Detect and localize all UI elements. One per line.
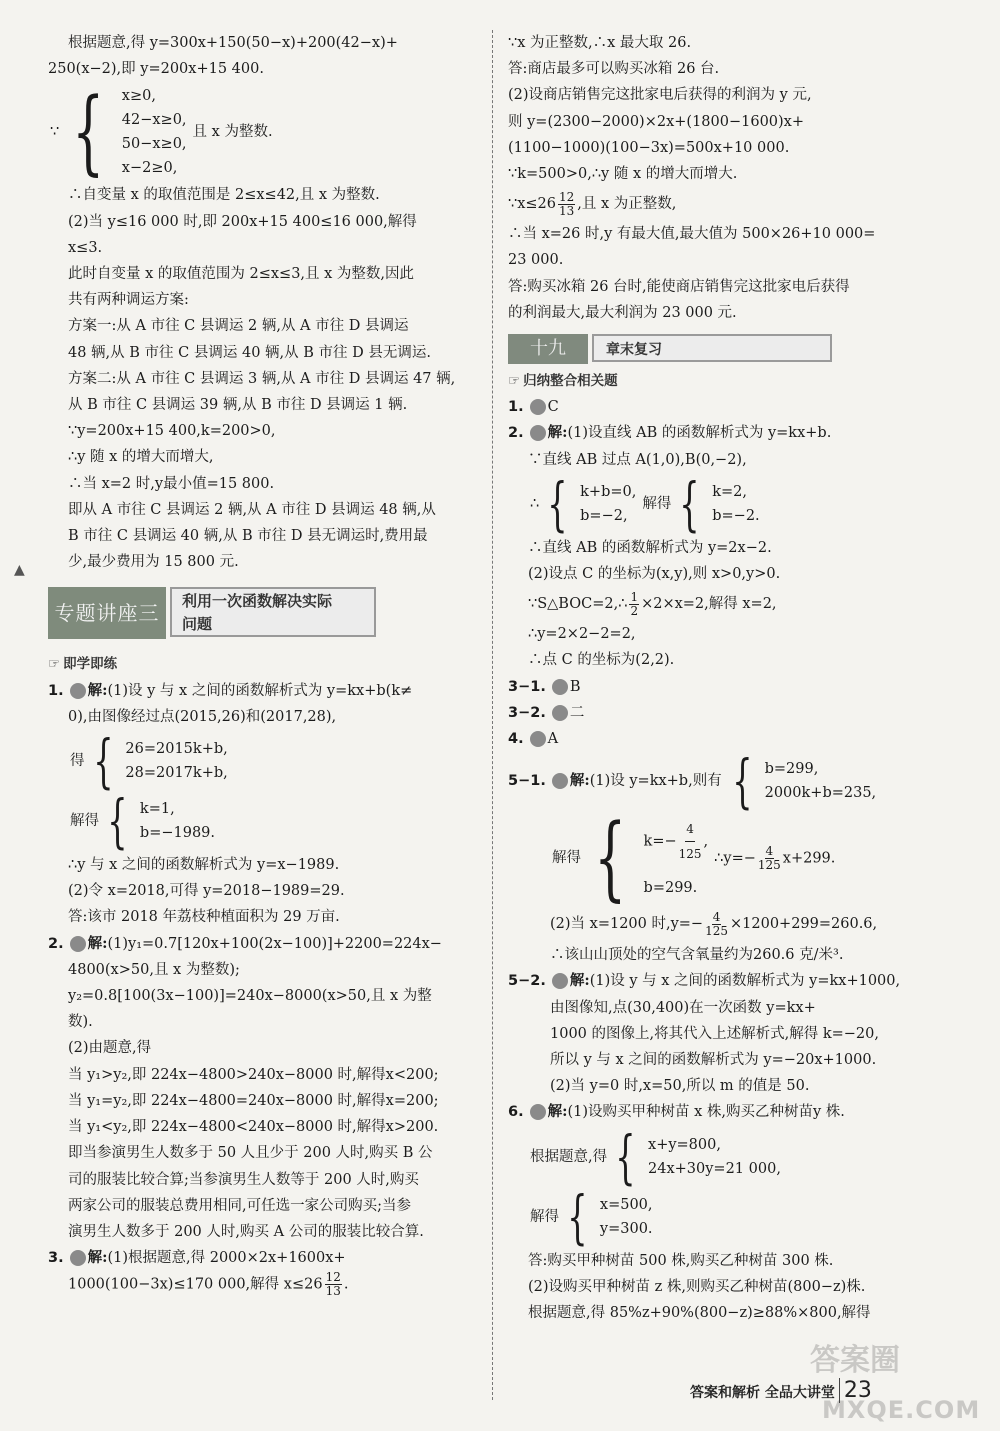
text-line: (2)由题意,得 <box>68 1040 152 1057</box>
chapter-title: 章末复习 <box>592 334 832 362</box>
text-line: ∴y 随 x 的增大而增大, <box>68 449 214 466</box>
brace-symbol: { <box>72 78 105 186</box>
fraction <box>679 817 702 866</box>
system-prefix: 根据题意,得 <box>530 1148 608 1165</box>
question-number: 5−1. <box>508 773 546 790</box>
text-line: (1)设购买甲种树苗 x 株,购买乙种树苗y 株. <box>567 1104 845 1121</box>
text-line: (2)设商店销售完这批家电后获得的利润为 y 元, <box>508 87 812 104</box>
text-line: (2)当 y=0 时,x=50,所以 m 的值是 50. <box>550 1078 810 1095</box>
answer-badge-icon <box>530 425 546 441</box>
text-line: ∴当 x=2 时,y最小值=15 800. <box>68 475 275 492</box>
system-row: k=2, <box>712 483 748 500</box>
brace-symbol: { <box>92 727 114 796</box>
fraction <box>558 191 575 218</box>
text-line: 当 y₁>y₂,即 224x−4800>240x−8000 时,解得x<200; <box>68 1066 439 1083</box>
text-line: 演男生人数多于 200 人时,购买 A 公司的服装比较合算. <box>68 1223 424 1240</box>
text-line: 根据题意,得 y=300x+150(50−x)+200(42−x)+ <box>68 35 398 51</box>
watermark-logo: 答案圈 <box>810 1343 900 1378</box>
equation-system <box>552 804 948 912</box>
solution-label: 解: <box>569 972 590 990</box>
text-line: ∵x 为正整数,∴x 最大取 26. <box>508 35 692 51</box>
section-title-line: 利用一次函数解决实际 <box>182 592 333 611</box>
page-footer <box>690 1378 872 1403</box>
text-line: 即从 A 市往 C 县调运 2 辆,从 A 市往 D 县调运 48 辆,从 <box>68 501 436 518</box>
question-line <box>508 1099 948 1125</box>
text-span: ∵S△BOC=2,∴ <box>528 596 628 613</box>
question-line <box>48 678 480 704</box>
system-row: 26=2015k+b, <box>125 741 228 758</box>
fraction-numerator: 4 <box>685 817 695 842</box>
text-line: ∵k=500>0,∴y 随 x 的增大而增大. <box>508 166 738 183</box>
text-line: (2)设购买甲种树苗 z 株,则购买乙种树苗(800−z)株. <box>528 1278 866 1295</box>
answer-line <box>508 700 948 726</box>
text-line: 答:购买冰箱 26 台时,能使商店销售完这批家电后获得 <box>508 278 850 295</box>
system-prefix: 得 <box>70 752 85 769</box>
answer-badge-icon <box>552 705 568 721</box>
text-span: (2)当 x=1200 时,y=− <box>550 916 704 933</box>
system-row: 28=2017k+b, <box>125 765 228 782</box>
watermark-url: MXQE.COM <box>822 1396 981 1424</box>
equation-system <box>70 727 480 796</box>
system-prefix: ∴ <box>530 495 540 512</box>
answer-line <box>508 726 948 752</box>
system-row: b=−2. <box>712 507 760 524</box>
question-line <box>48 931 480 957</box>
answer-choice: C <box>547 399 559 416</box>
text-span: ∵x≤26 <box>508 196 557 213</box>
text-line: ∴点 C 的坐标为(2,2). <box>528 652 675 669</box>
text-span: x+299. <box>782 850 836 867</box>
system-row: x−2≥0, <box>121 160 178 177</box>
column-divider <box>492 30 493 1400</box>
fraction-denominator: 125 <box>757 857 781 872</box>
system-row: 50−x≥0, <box>121 136 187 153</box>
text-line: (1)设 y 与 x 之间的函数解析式为 y=kx+1000, <box>589 973 901 990</box>
equation-system <box>70 787 480 856</box>
system-row: x+y=800, <box>648 1136 721 1153</box>
text-line <box>508 187 948 221</box>
question-number: 3−2. <box>508 704 546 721</box>
fraction-denominator: 125 <box>705 923 728 938</box>
system-mid: 解得 <box>642 495 672 512</box>
text-line: 23 000. <box>508 252 564 269</box>
answer-badge-icon <box>552 773 568 789</box>
text-line: B 市往 C 县调运 40 辆,从 B 市往 D 县无调运时,费用最 <box>68 528 428 545</box>
fraction-denominator: 125 <box>678 846 702 861</box>
system-prefix: 解得 <box>552 850 581 867</box>
system-suffix: 且 x 为整数. <box>192 124 273 141</box>
text-line: ∴y=2×2−2=2, <box>528 626 636 643</box>
text-line: ∴当 x=26 时,y 有最大值,最大值为 500×26+10 000= <box>508 226 876 243</box>
system-row: b=−2, <box>580 507 628 524</box>
fraction <box>325 1271 342 1298</box>
system-row: y=300. <box>599 1220 653 1237</box>
text-span: ×2×x=2,解得 x=2, <box>641 596 777 613</box>
answer-choice: 二 <box>569 704 585 721</box>
system-row: b=299. <box>643 879 698 896</box>
solution-label: 解: <box>87 934 108 952</box>
chapter-tag: 十九 <box>508 334 588 364</box>
section-title-line: 问题 <box>182 615 213 634</box>
brace-symbol: { <box>615 1122 636 1191</box>
text-line: (2)当 y≤16 000 时,即 200x+15 400≤16 000,解得 <box>68 213 417 230</box>
fraction-numerator: 4 <box>712 909 721 924</box>
text-line: 答:购买甲种树苗 500 株,购买乙种树苗 300 株. <box>528 1252 834 1269</box>
answer-badge-icon <box>552 679 568 695</box>
text-line: ∴直线 AB 的函数解析式为 y=2x−2. <box>528 539 772 556</box>
text-line: 当 y₁=y₂,即 224x−4800=240x−8000 时,解得x=200; <box>68 1092 439 1109</box>
text-line: 方案一:从 A 市往 C 县调运 2 辆,从 A 市往 D 县调运 <box>68 318 409 335</box>
question-number: 3. <box>48 1250 64 1267</box>
system-prefix: 解得 <box>70 812 99 829</box>
system-row: x≥0, <box>121 88 156 105</box>
text-line: 4800(x>50,且 x 为整数); <box>68 961 240 978</box>
text-line: ∴y 与 x 之间的函数解析式为 y=x−1989. <box>68 857 340 874</box>
text-line: 即当参演男生人数多于 50 人且少于 200 人时,购买 B 公 <box>68 1145 433 1162</box>
brace-symbol: { <box>679 469 700 538</box>
text-line: 则 y=(2300−2000)×2x+(1800−1600)x+ <box>508 113 805 130</box>
question-line <box>48 1245 480 1271</box>
fraction-denominator: 13 <box>325 1284 341 1299</box>
fraction-numerator: 4 <box>765 843 774 858</box>
question-number: 5−2. <box>508 973 546 990</box>
system-row: b=−1989. <box>139 825 215 842</box>
system-row: 24x+30y=21 000, <box>648 1160 781 1177</box>
text-line: 答:商店最多可以购买冰箱 26 台. <box>508 61 720 78</box>
system-prefix: 解得 <box>530 1208 559 1225</box>
question-number: 1. <box>508 399 524 416</box>
solution-label: 解: <box>87 681 108 699</box>
text-line: 1000 的图像上,将其代入上述解析式,解得 k=−20, <box>550 1025 879 1042</box>
text-span: ×1200+299=260.6, <box>730 916 878 933</box>
text-span: 1000(100−3x)≤170 000,解得 x≤26 <box>68 1276 323 1293</box>
text-line <box>508 906 948 942</box>
text-line: (1)y₁=0.7[120x+100(2x−100)]+2200=224x− <box>107 935 442 952</box>
text-line: 从 B 市往 C 县调运 39 辆,从 B 市往 D 县调运 1 辆. <box>68 397 408 414</box>
text-line: 根据题意,得 85%z+90%(800−z)≥88%×800,解得 <box>528 1305 871 1322</box>
question-number: 3−1. <box>508 678 546 695</box>
brace-symbol: { <box>567 1182 588 1251</box>
equation-system <box>724 747 877 816</box>
text-line: (1100−1000)(100−3x)=500x+10 000. <box>508 139 790 156</box>
question-line <box>508 968 948 994</box>
fraction <box>758 845 781 872</box>
text-span: k=− <box>643 833 677 850</box>
text-line: 1000(100−3x)≤170 000,解得 x≤26 $\frac{12}{13}$ . <box>68 1270 349 1299</box>
text-line: 此时自变量 x 的取值范围为 2≤x≤3,且 x 为整数,因此 <box>68 266 415 283</box>
section-header <box>48 583 480 645</box>
text-line: 少,最少费用为 15 800 元. <box>68 554 239 571</box>
solution-label: 解: <box>547 1103 568 1121</box>
section-title <box>170 587 376 637</box>
system-row: k=− $\frac{4}{125}$ , <box>644 817 709 866</box>
answer-badge-icon <box>70 683 86 699</box>
text-line: 0),由图像经过点(2015,26)和(2017,28), <box>68 708 337 725</box>
text-line: (2)令 x=2018,可得 y=2018−1989=29. <box>68 883 345 900</box>
solution-label: 解: <box>547 424 568 442</box>
subsection-heading: ☞ 归纳整合相关题 <box>508 368 948 394</box>
text-line: 司的服装比较合算;当参演男生人数等于 200 人时,购买 <box>68 1171 419 1188</box>
system-prefix: ∵ <box>50 124 60 141</box>
text-line: 两家公司的服装总费用相同,可任选一家公司购买;当参 <box>68 1197 411 1214</box>
text-line: 250(x−2),即 y=200x+15 400. <box>48 61 264 78</box>
subsection-heading: ☞ 即学即练 <box>48 651 480 677</box>
question-number: 1. <box>48 682 64 699</box>
brace-symbol: { <box>594 804 627 912</box>
text-line: 共有两种调运方案: <box>68 292 189 309</box>
answer-badge-icon <box>530 399 546 415</box>
text-span: ,且 x 为正整数, <box>577 196 677 213</box>
section-tag: 专题讲座三 <box>48 587 166 639</box>
system-suffix <box>714 845 835 872</box>
text-line: ∴自变量 x 的取值范围是 2≤x≤42,且 x 为整数. <box>68 187 380 204</box>
question-line <box>508 420 948 446</box>
answer-badge-icon <box>530 1104 546 1120</box>
fraction-denominator: 13 <box>559 203 575 218</box>
text-line: 方案二:从 A 市往 C 县调运 3 辆,从 A 市往 D 县调运 47 辆, <box>68 370 456 387</box>
fraction-numerator: 12 <box>559 189 575 204</box>
brace-symbol: { <box>547 469 568 538</box>
text-line: ∴该山山顶处的空气含氧量约为260.6 克/米³. <box>550 947 844 964</box>
solution-label: 解: <box>87 1249 108 1267</box>
system-row: 2000k+b=235, <box>764 785 877 802</box>
fraction-numerator: 12 <box>325 1270 341 1285</box>
text-line: 当 y₁<y₂,即 224x−4800<240x−8000 时,解得x>200. <box>68 1119 439 1136</box>
answer-line <box>508 394 948 420</box>
answer-badge-icon <box>530 731 546 747</box>
text-line: 的利润最大,最大利润为 23 000 元. <box>508 304 737 321</box>
question-number: 2. <box>48 935 64 952</box>
text-line: x≤3. <box>68 239 103 256</box>
question-number: 2. <box>508 425 524 442</box>
text-line: 答:该市 2018 年荔枝种植面积为 29 万亩. <box>68 909 340 926</box>
text-line: ∵直线 AB 过点 A(1,0),B(0,−2), <box>528 451 747 468</box>
fraction <box>705 911 728 938</box>
answer-badge-icon <box>552 973 568 989</box>
chapter-header <box>508 332 948 366</box>
edge-mark: ▲ <box>14 562 25 578</box>
system-row: 42−x≥0, <box>121 112 187 129</box>
text-line: 48 辆,从 B 市往 C 县调运 40 辆,从 B 市往 D 县无调运. <box>68 344 431 361</box>
text-line <box>508 587 948 621</box>
fraction-numerator: 1 <box>630 589 639 604</box>
fraction-denominator: 2 <box>630 603 639 618</box>
footer-text: 答案和解析 全品大讲堂 <box>690 1385 835 1401</box>
equation-system <box>530 469 948 538</box>
text-line: (1)根据题意,得 2000×2x+1600x+ <box>107 1250 346 1267</box>
brace-symbol: { <box>107 787 128 856</box>
answer-badge-icon <box>70 936 86 952</box>
system-row: k+b=0, <box>580 483 637 500</box>
right-column <box>508 30 948 1326</box>
question-number: 4. <box>508 731 524 748</box>
text-span: ∴y=− <box>714 850 756 867</box>
page-number: 23 <box>839 1378 872 1403</box>
text-line: 数). <box>68 1014 93 1031</box>
text-line: 所以 y 与 x 之间的函数解析式为 y=−20x+1000. <box>550 1052 877 1069</box>
inequality-system <box>50 78 480 186</box>
text-line: y₂=0.8[100(3x−100)]=240x−8000(x>50,且 x 为整 <box>68 988 432 1005</box>
question-line <box>508 747 948 816</box>
equation-system <box>530 1182 948 1251</box>
answer-line <box>508 674 948 700</box>
text-span: (1)设 y=kx+b,则有 <box>589 773 722 790</box>
system-row: b=299, <box>764 761 819 778</box>
answer-choice: A <box>547 731 559 748</box>
text-line: (1)设直线 AB 的函数解析式为 y=kx+b. <box>567 425 832 442</box>
question-number: 6. <box>508 1104 524 1121</box>
left-column <box>48 30 480 1298</box>
answer-choice: B <box>569 678 581 695</box>
text-line: 由图像知,点(30,400)在一次函数 y=kx+ <box>550 999 816 1016</box>
system-row: k=1, <box>139 801 175 818</box>
brace-symbol: { <box>732 747 753 816</box>
text-line: (1)设 y 与 x 之间的函数解析式为 y=kx+b(k≠ <box>107 682 413 699</box>
equation-system <box>530 1122 948 1191</box>
solution-label: 解: <box>569 772 590 790</box>
system-row: x=500, <box>599 1196 653 1213</box>
text-line: (2)设点 C 的坐标为(x,y),则 x>0,y>0. <box>528 566 781 583</box>
fraction <box>629 591 639 618</box>
text-line: ∵y=200x+15 400,k=200>0, <box>68 423 276 440</box>
answer-badge-icon <box>70 1250 86 1266</box>
